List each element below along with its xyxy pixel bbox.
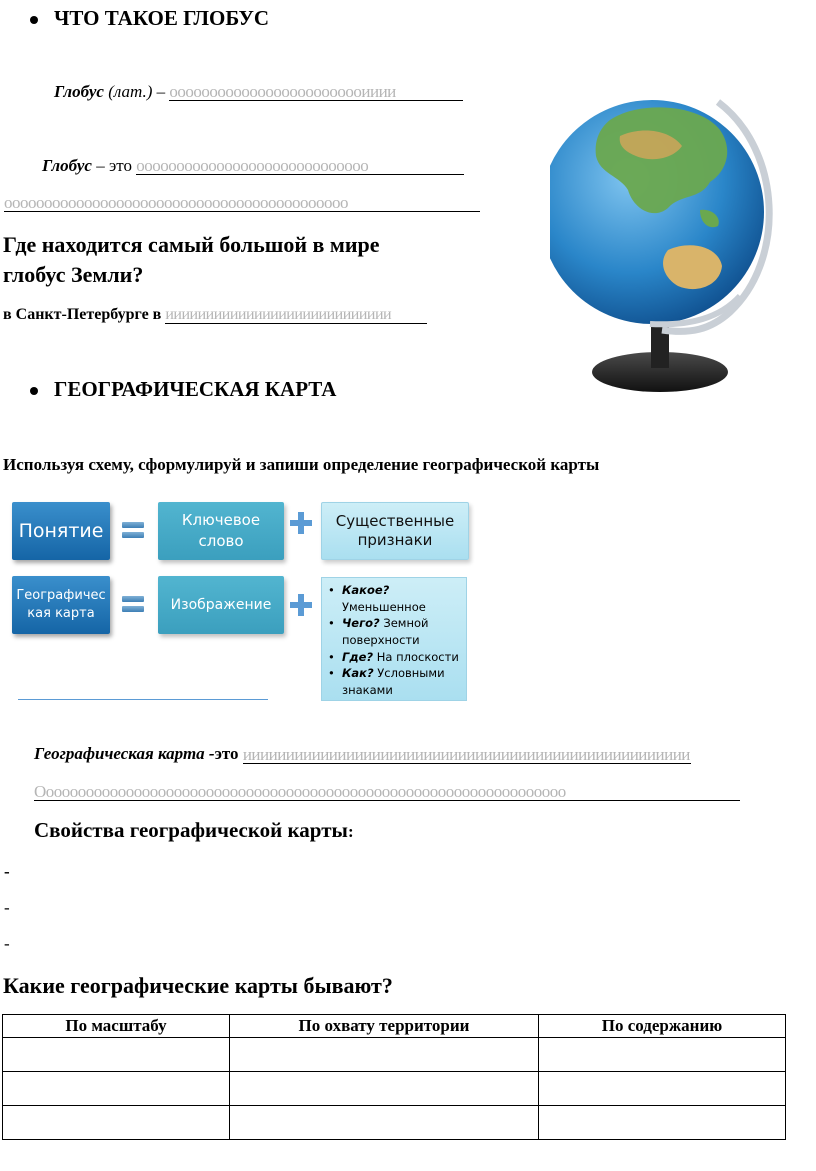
feature-item: • Какое? Уменьшенное (328, 583, 426, 614)
equals-icon (122, 522, 144, 542)
property-dash-3: - (4, 934, 10, 953)
table-cell[interactable] (3, 1038, 230, 1072)
diagram-image-box: Изображение (158, 576, 284, 634)
feature-question: Где? (342, 649, 374, 664)
table-cell[interactable] (539, 1106, 786, 1140)
globe-illustration (550, 90, 790, 402)
diagram-concept-box: Понятие (12, 502, 110, 560)
diagram-features-box: Существенные признаки (321, 502, 469, 560)
spb-blank[interactable]: ииииииииииииииииииииииииииии (165, 307, 427, 324)
table-row (3, 1106, 786, 1140)
map-types-table (2, 1014, 786, 1140)
diagram-underline (18, 699, 268, 700)
map-def-line (34, 744, 691, 764)
feature-question: Чего? (342, 616, 380, 631)
instruction-text: Используя схему, сформулируй и запиши определение географической карты (3, 455, 600, 474)
property-dash-1: - (4, 862, 10, 881)
table-header-row (3, 1015, 786, 1038)
map-def-rest: это (214, 744, 243, 763)
feature-answer: Условными знаками (342, 666, 445, 698)
plus-icon (290, 594, 312, 616)
globe-latin-line (54, 82, 463, 102)
map-def-blank-2[interactable]: Оооооооооооооооооооооооооооооооооооооооооооооооооооооооооооооооооо (34, 783, 740, 801)
table-cell[interactable] (3, 1106, 230, 1140)
spb-prefix: в Санкт-Петербурге в (3, 306, 166, 323)
question-maps: Какие географические карты бывают? (3, 973, 393, 998)
diagram-features-list (321, 577, 467, 701)
feature-question: Какое? (342, 583, 390, 597)
feature-question: Как? (342, 666, 374, 681)
feature-item: • Чего? Земной поверхности (328, 616, 429, 648)
globe-latin-blank[interactable]: ооооооооооооооооооооооооииии (169, 83, 463, 101)
table-cell[interactable] (3, 1072, 230, 1106)
diagram-map-box: Географичес кая карта (12, 576, 110, 634)
spb-line (3, 306, 427, 324)
table-header-content: По содержанию (539, 1015, 786, 1038)
properties-colon: : (347, 822, 354, 841)
table-row (3, 1038, 786, 1072)
globe-def-line (42, 156, 464, 176)
map-def-blank-1[interactable]: ииииииииииииииииииииииииииииииииииииииииииииииииииии (242, 746, 690, 764)
equals-icon (122, 596, 144, 616)
question-globe-line-2: глобус Земли? (3, 262, 144, 287)
feature-answer: Земной поверхности (342, 616, 429, 648)
table-cell[interactable] (539, 1038, 786, 1072)
feature-answer: Уменьшенное (342, 599, 426, 614)
table-header-scale: По масштабу (3, 1015, 230, 1038)
table-cell[interactable] (230, 1038, 539, 1072)
globe-def-dash: – это (91, 156, 137, 175)
globe-latin-note: (лат.) – (103, 82, 170, 101)
table-cell[interactable] (230, 1106, 539, 1140)
table-cell[interactable] (539, 1072, 786, 1106)
globe-def-blank-1[interactable]: ооооооооооооооооооооооооооооо (136, 157, 464, 175)
properties-title (34, 818, 354, 843)
feature-answer: На плоскости (373, 649, 459, 664)
table-row (3, 1072, 786, 1106)
globe-term: Глобус (54, 82, 104, 101)
feature-item: • Где? На плоскости (328, 649, 459, 664)
map-def-term: Географическая карта - (34, 744, 215, 763)
globe-def-term: Глобус (42, 156, 92, 175)
bullet-marker (30, 16, 38, 24)
property-dash-2: - (4, 898, 10, 917)
properties-title-text: Свойства географической карты (34, 818, 348, 842)
plus-icon (290, 512, 312, 534)
feature-item: • Как? Условными знаками (328, 666, 445, 698)
map-def-line-2 (34, 783, 740, 806)
section-title-globe: ЧТО ТАКОЕ ГЛОБУС (54, 6, 270, 30)
globe-def-blank-2[interactable]: ооооооооооооооооооооооооооооооооооооооооооо (4, 194, 480, 212)
diagram-keyword-box: Ключевое слово (158, 502, 284, 560)
bullet-marker (30, 387, 38, 395)
table-header-coverage: По охвату территории (230, 1015, 539, 1038)
table-cell[interactable] (230, 1072, 539, 1106)
globe-def-line-2 (4, 193, 480, 213)
question-globe-line-1: Где находится самый большой в мире (3, 232, 380, 257)
section-title-map: ГЕОГРАФИЧЕСКАЯ КАРТА (54, 377, 337, 401)
